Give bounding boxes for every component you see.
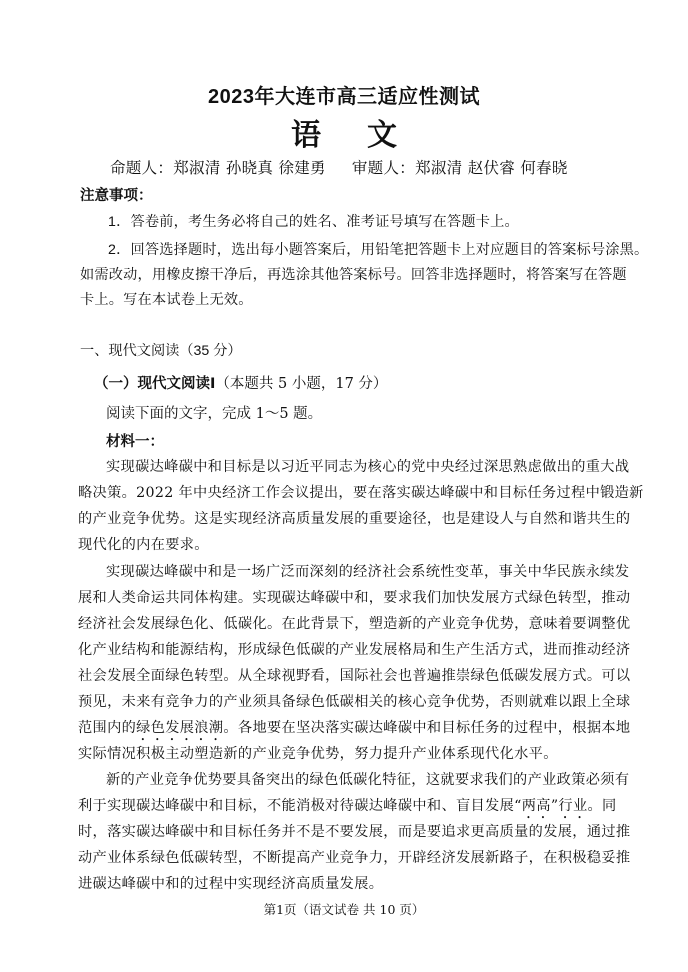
subsection-title-rest: （本题共 5 小题，17 分） (215, 376, 388, 392)
p3-line-1: 新的产业竞争优势要具备突出的绿色低碳化特征，这就要求我们的产业政策必须有 (106, 772, 630, 788)
p2-line-5: 社会发展全面绿色转型。从全球视野看，国际社会也普遍推崇绿色低碳发展方式。可以 (78, 668, 631, 684)
p2-line-4: 化产业结构和能源结构，形成绿色低碳的产业发展格局和生产生活方式，进而推动经济 (78, 642, 631, 658)
notice-item-2-line-2: 如需改动，用橡皮擦干净后，再选涂其他答案标号。回答非选择题时，将答案写在答题 (80, 267, 627, 283)
setters-names: 郑淑清 孙晓真 徐建勇 (173, 159, 326, 177)
subject-title (0, 110, 688, 154)
reviewers-label: 审题人： (351, 159, 416, 177)
p2-line-8: 实际情况积极主动塑造新的产业竞争优势，努力提升产业体系现代化水平。 (78, 746, 558, 762)
p1-line-4: 现代化的内在要求。 (78, 537, 209, 553)
p2-line-7: 范围内的绿色发展浪潮。各地要在坚决落实碳达峰碳中和目标任务的过程中，根据本地 (78, 720, 631, 736)
p2-line-6: 预见，未来有竞争力的产业须具备绿色低碳相关的核心竞争优势，否则就难以跟上全球 (78, 694, 631, 710)
p3-line-2: 利于实现碳达峰碳中和目标，不能消极对待碳达峰碳中和、盲目发展“两高”行业。同 (78, 798, 617, 814)
reviewers-names: 郑淑清 赵伏睿 何春晓 (415, 159, 568, 177)
setters-line (110, 156, 568, 178)
emphasis-dotted-text: 绿色发展浪潮 (136, 720, 224, 736)
reading-instruction: 阅读下面的文字，完成 1～5 题。 (106, 406, 323, 422)
page-footer: 第1页（语文试卷 共 10 页） (263, 902, 425, 917)
p1-line-1: 实现碳达峰碳中和目标是以习近平同志为核心的党中央经过深思熟虑做出的重大战 (106, 459, 630, 475)
notice-item-2-line-3: 卡上。写在本试卷上无效。 (80, 292, 253, 308)
p2-line-1: 实现碳达峰碳中和是一场广泛而深刻的经济社会系统性变革，事关中华民族永续发 (106, 564, 630, 580)
section-title: 一、现代文阅读（35 分） (80, 343, 242, 359)
p3-line-5: 进碳达峰碳中和的过程中实现经济高质量发展。 (78, 876, 384, 892)
subject-char-1: 语 (291, 118, 321, 153)
emphasis-dotted-text: 两高 (521, 798, 551, 814)
p2-line-2: 展和人类命运共同体构建。实现碳达峰碳中和，要求我们加快发展方式绿色转型，推动 (78, 590, 631, 606)
p2-line-3: 经济社会发展绿色化、低碳化。在此背景下，塑造新的产业竞争优势，意味着要调整优 (78, 616, 631, 632)
exam-title: 2023年大连市高三适应性测试 (208, 86, 480, 108)
p1-line-3: 的产业竞争优势。这是实现经济高质量发展的重要途径，也是建设人与自然和谐共生的 (78, 511, 631, 527)
subsection-title (94, 372, 387, 393)
emphasis-dotted-text: 行业 (558, 798, 588, 814)
notice-item-1: 1．答卷前，考生务必将自己的姓名、准考证号填写在答题卡上。 (108, 214, 519, 230)
notice-item-2-line-1: 2．回答选择题时，选出每小题答案后，用铅笔把答题卡上对应题目的答案标号涂黑。 (108, 242, 649, 258)
subject-char-2: 文 (367, 118, 397, 153)
p3-line-4: 动产业体系绿色低碳转型，不断提高产业竞争力，开辟经济发展新路子，在积极稳妥推 (78, 850, 631, 866)
material-label: 材料一： (106, 434, 164, 450)
subsection-title-bold: （一）现代文阅读Ⅰ (94, 376, 216, 392)
notice-heading: 注意事项： (80, 188, 153, 204)
setters-label: 命题人： (110, 159, 174, 177)
p1-line-2: 略决策。2022 年中央经济工作会议提出，要在落实碳达峰碳中和目标任务过程中锻造新 (78, 485, 644, 501)
p3-line-3: 时，落实碳达峰碳中和目标任务并不是不要发展，而是要追求更高质量的发展，通过推 (78, 824, 631, 840)
